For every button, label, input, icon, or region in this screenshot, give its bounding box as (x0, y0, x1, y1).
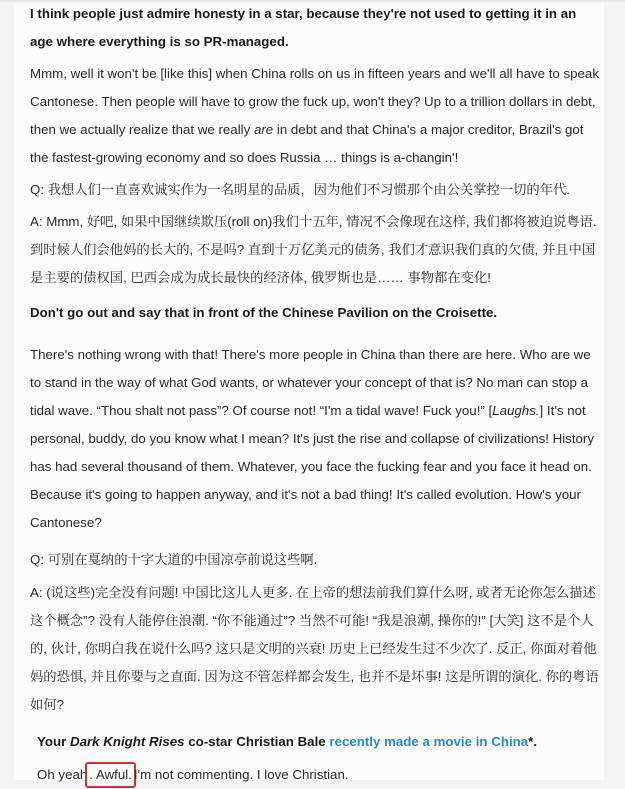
answer-1 (30, 60, 600, 172)
answer-2-text-end: ] It's not personal, buddy, do you know what I mean? It's just the rise and collapse of civilizations! History has had several thousand of them. Whatever, you face the fucking fear and you face it head on. Because it's going to happen anyway, and it's not a bad thing! It's called evolution. How's your Cantonese? (30, 403, 595, 530)
question-3-text-mid: co-star Christian Bale (184, 734, 330, 749)
question-3 (37, 728, 607, 756)
answer-3-text-end: I'm not commenting. I love Christian. (133, 767, 349, 782)
answer-2-text: There's nothing wrong with that! There's more people in China than there are here. Who are we to stand in the way of what God wants, or whatever your concept of that is? No man can stop a tidal wave. “Thou shalt not pass”? Of course not! “I'm a tidal wave! Fuck you!” [ (30, 347, 591, 418)
movie-in-china-link[interactable]: recently made a movie in China (329, 734, 529, 749)
answer-1-text: Mmm, well it won't be [like this] when China rolls on us in fifteen years and we'll all have to speak Cantonese. Then people will have to grow the fuck up, won't they? Up to a trillion dollars in debt, then we actually realize that we really (30, 66, 599, 137)
highlighted-awful: . Awful. (85, 762, 136, 788)
question-2: Don't go out and say that in front of the Chinese Pavilion on the Croisette. (30, 305, 498, 320)
answer-1-italic: are (253, 122, 274, 137)
answer-1-chinese: A: Mmm, 好吧, 如果中国继续欺压(roll on)我们十五年, 情况不会像现在这样, 我们都将被迫说粤语. 到时候人们会他妈的长大的, 不是吗? 直到十万亿美元的债务, 我们才意识我们真的欠债, 并且中国是主要的债权国, 巴西会成为成长最快的经济体, 俄罗斯也是…… 事物都在变化! (30, 214, 597, 285)
question-3-text: Your (37, 734, 70, 749)
answer-2 (30, 341, 600, 537)
question-1-chinese: Q: 我想人们一直喜欢诚实作为一名明星的品质，因为他们不习惯那个由公关掌控一切的年代. (30, 182, 571, 197)
answer-2-italic: Laughs. (492, 403, 540, 418)
question-3-text-end: *. (528, 734, 538, 749)
answer-2-chinese: A: (说这些)完全没有问题! 中国比这儿人更多. 在上帝的想法前我们算什么呀, 或者无论你怎么描述这个概念”? 没有人能停住浪潮. “你不能通过”? 当然不可能! “我是浪潮, 操你的!” [大笑] 这不是个人的, 伙计, 你明白我在说什么吗? 这只是文明的兴衰! 历史上已经发生过不少次了. 反正, 你面对着他妈的恐惧, 并且你要与之直面. 因为这不管怎样都会发生, 也并不是坏事! 这是所谓的演化. 你的粤语如何? (30, 585, 599, 712)
question-2-chinese: Q: 可别在戛纳的十字大道的中国凉亭前说这些啊. (30, 552, 318, 567)
movie-title: Dark Knight Rises (70, 734, 185, 749)
answer-3 (37, 761, 607, 789)
question-1: I think people just admire honesty in a star, because they're not used to getting it in an age where everything is so PR-managed. (30, 6, 577, 49)
answer-1-text-end: in debt and that China's a major creditor, Brazil's got the fastest-growing economy and so does Russia … things is a-changin'! (30, 122, 584, 165)
answer-3-text: Oh yeah (37, 767, 88, 782)
